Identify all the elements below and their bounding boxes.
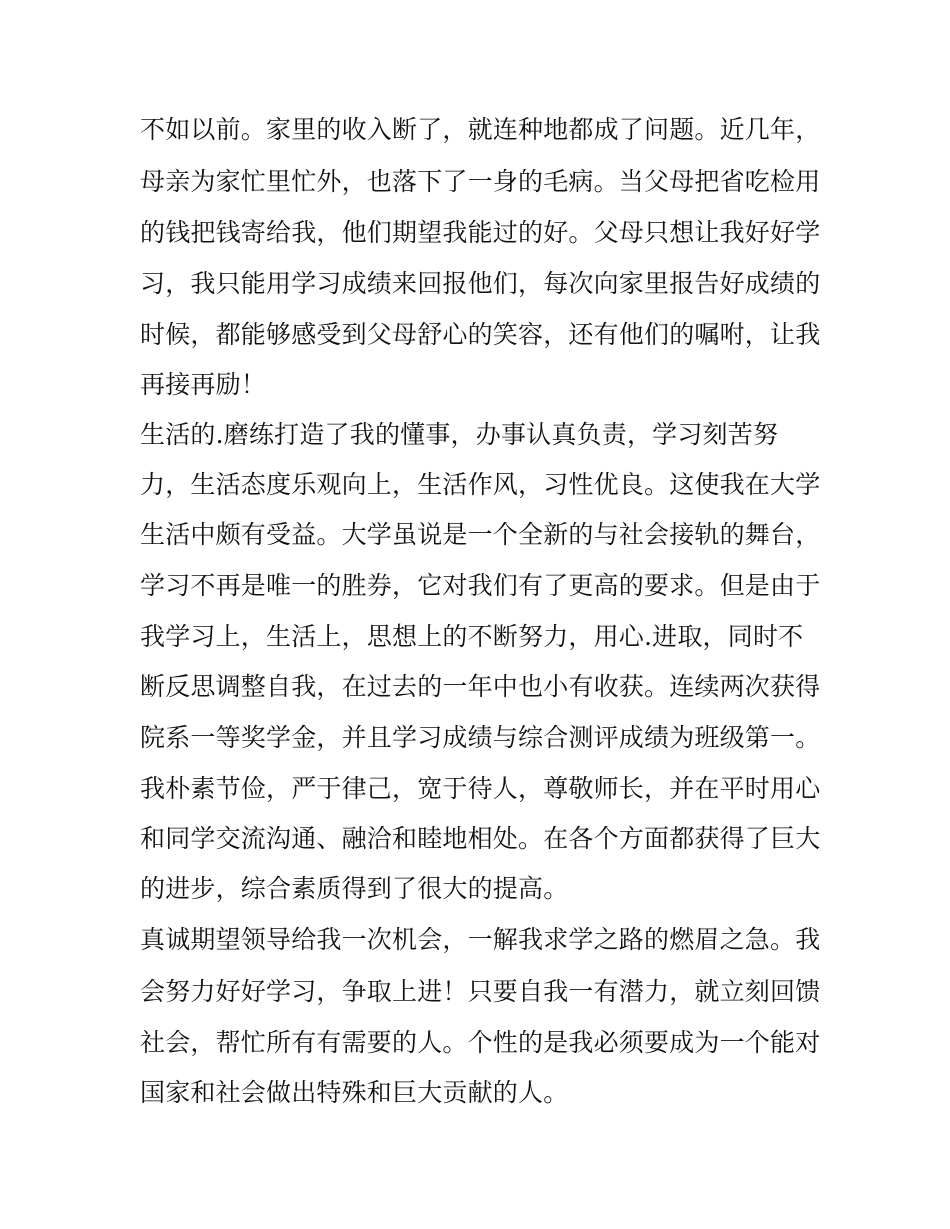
text-line: 我朴素节俭，严于律己，宽于待人，尊敬师长，并在平时用心 (140, 774, 821, 803)
text-line: 院系一等奖学金，并且学习成绩与综合测评成绩为班级第一。 (140, 723, 821, 752)
text-line: 真诚期望领导给我一次机会，一解我求学之路的燃眉之急。我 (140, 925, 821, 954)
text-line: 母亲为家忙里忙外，也落下了一身的毛病。当父母把省吃检用 (140, 167, 821, 196)
text-line: 会努力好好学习，争取上进！只要自我一有潜力，就立刻回馈 (140, 977, 821, 1006)
text-line: 的钱把钱寄给我，他们期望我能过的好。父母只想让我好好学 (140, 218, 821, 247)
text-line: 生活的.磨练打造了我的懂事，办事认真负责，学习刻苦努 (140, 420, 779, 449)
text-line: 力，生活态度乐观向上，生活作风，习性优良。这使我在大学 (140, 470, 821, 499)
text-line: 国家和社会做出特殊和巨大贡献的人。 (140, 1078, 569, 1107)
text-line: 再接再励！ (140, 370, 267, 399)
text-line: 学习不再是唯一的胜券，它对我们有了更高的要求。但是由于 (140, 571, 821, 600)
text-line: 断反思调整自我，在过去的一年中也小有收获。连续两次获得 (140, 672, 821, 701)
text-line: 不如以前。家里的收入断了，就连种地都成了问题。近几年， (140, 115, 821, 144)
text-line: 的进步，综合素质得到了很大的提高。 (140, 874, 569, 903)
text-line: 和同学交流沟通、融洽和睦地相处。在各个方面都获得了巨大 (140, 824, 821, 853)
text-line: 我学习上，生活上，思想上的不断努力，用心.进取，同时不 (140, 622, 804, 651)
text-line: 习，我只能用学习成绩来回报他们，每次向家里报告好成绩的 (140, 269, 821, 298)
text-line: 社会，帮忙所有有需要的人。个性的是我必须要成为一个能对 (140, 1028, 821, 1057)
text-line: 生活中颇有受益。大学虽说是一个全新的与社会接轨的舞台， (140, 520, 821, 549)
text-line: 时候，都能够感受到父母舒心的笑容，还有他们的嘱咐，让我 (140, 320, 821, 349)
